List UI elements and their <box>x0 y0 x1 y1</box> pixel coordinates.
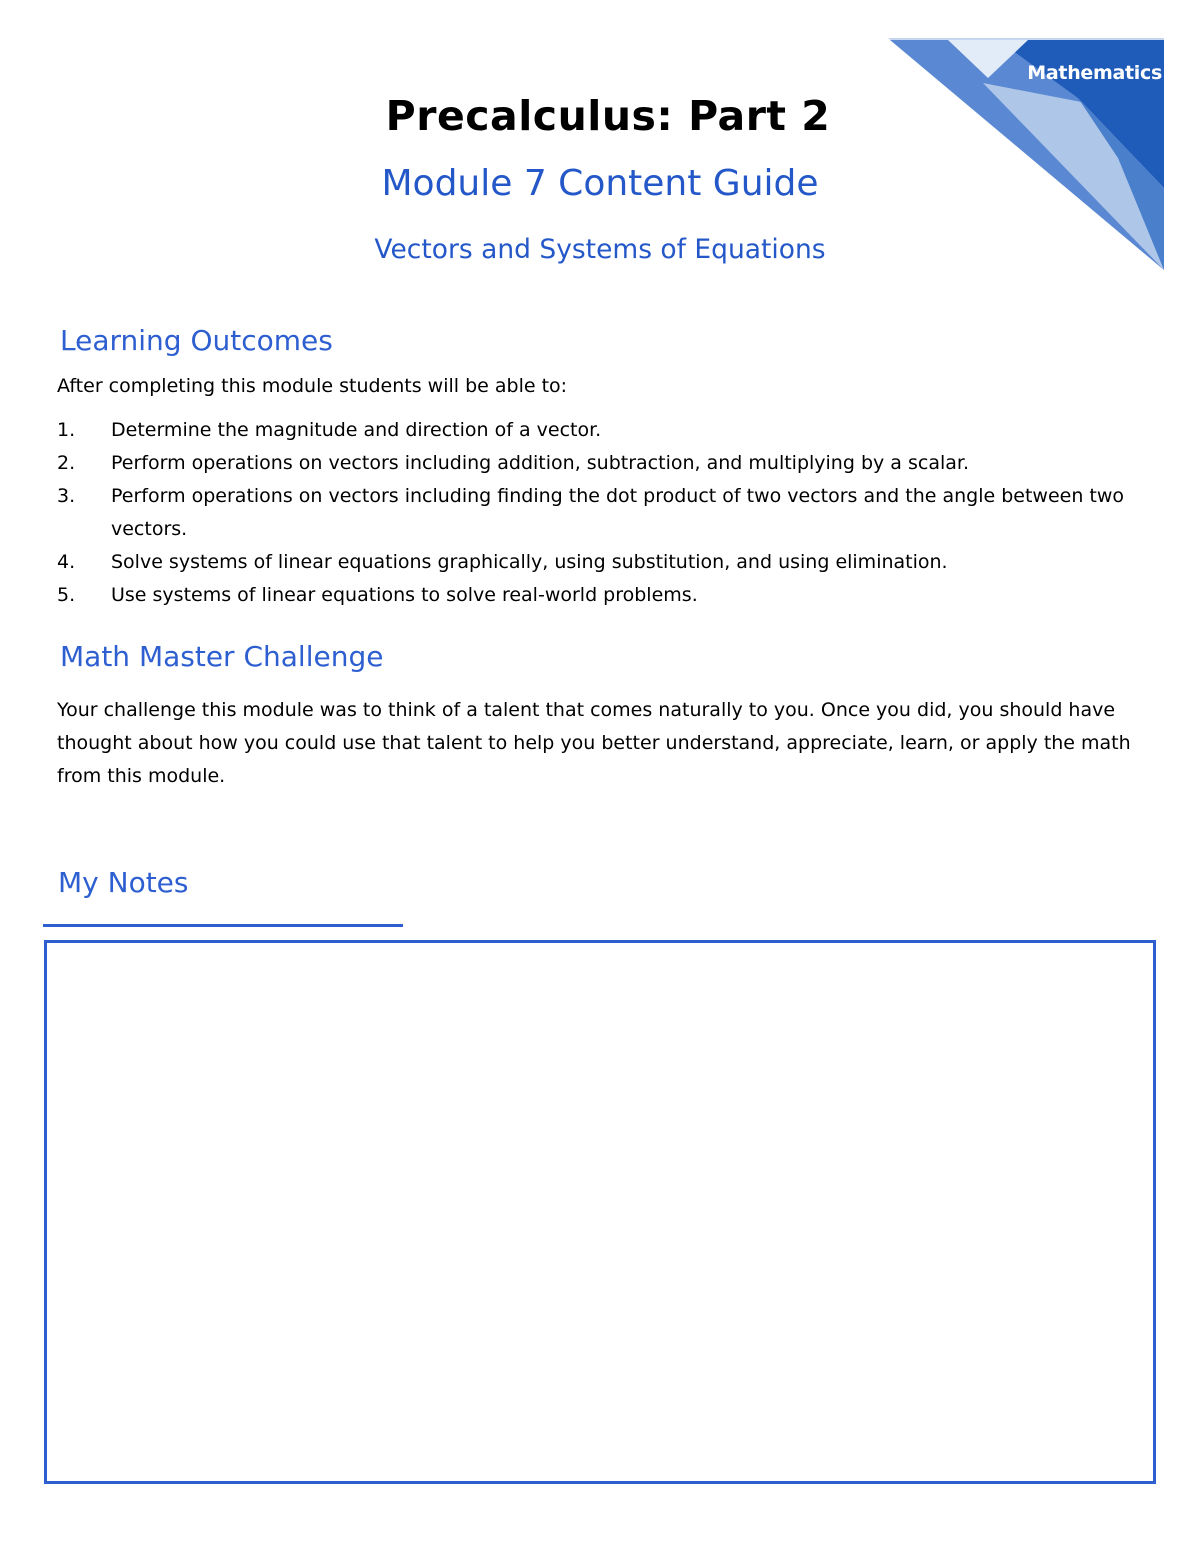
list-item <box>57 480 1147 546</box>
list-item <box>57 414 1147 447</box>
list-item-text: Determine the magnitude and direction of a vector. <box>111 419 602 441</box>
list-item-text: Perform operations on vectors including finding the dot product of two vectors and the angle between two vectors. <box>111 485 1125 540</box>
list-item-text: Use systems of linear equations to solve real-world problems. <box>111 584 698 606</box>
list-item <box>57 447 1147 480</box>
list-item-number: 2. <box>57 452 76 474</box>
list-item-number: 5. <box>57 584 76 606</box>
module-subtitle: Vectors and Systems of Equations <box>374 234 826 265</box>
my-notes-underline <box>43 924 403 927</box>
learning-outcomes-heading: Learning Outcomes <box>60 324 333 357</box>
my-notes-heading: My Notes <box>58 866 189 899</box>
page-title: Precalculus: Part 2 <box>385 92 831 140</box>
list-item-number: 1. <box>57 419 76 441</box>
list-item <box>57 579 1147 612</box>
list-item-number: 3. <box>57 485 76 507</box>
module-title: Module 7 Content Guide <box>381 163 819 204</box>
list-item <box>57 546 1147 579</box>
math-master-challenge-heading: Math Master Challenge <box>60 640 384 673</box>
list-item-text: Solve systems of linear equations graphically, using substitution, and using elimination. <box>111 551 948 573</box>
math-master-challenge-text: Your challenge this module was to think of a talent that comes naturally to you. Once you did, you should have thought about how you could use that talent to help you better understand, appreciate, learn, or apply the math from this module. <box>57 699 1131 787</box>
learning-outcomes-list <box>57 414 1147 612</box>
subject-badge: Mathematics <box>1027 62 1162 84</box>
learning-outcomes-intro: After completing this module students will be able to: <box>57 375 568 397</box>
my-notes-box[interactable] <box>44 940 1156 1484</box>
list-item-number: 4. <box>57 551 76 573</box>
list-item-text: Perform operations on vectors including addition, subtraction, and multiplying by a scalar. <box>111 452 969 474</box>
